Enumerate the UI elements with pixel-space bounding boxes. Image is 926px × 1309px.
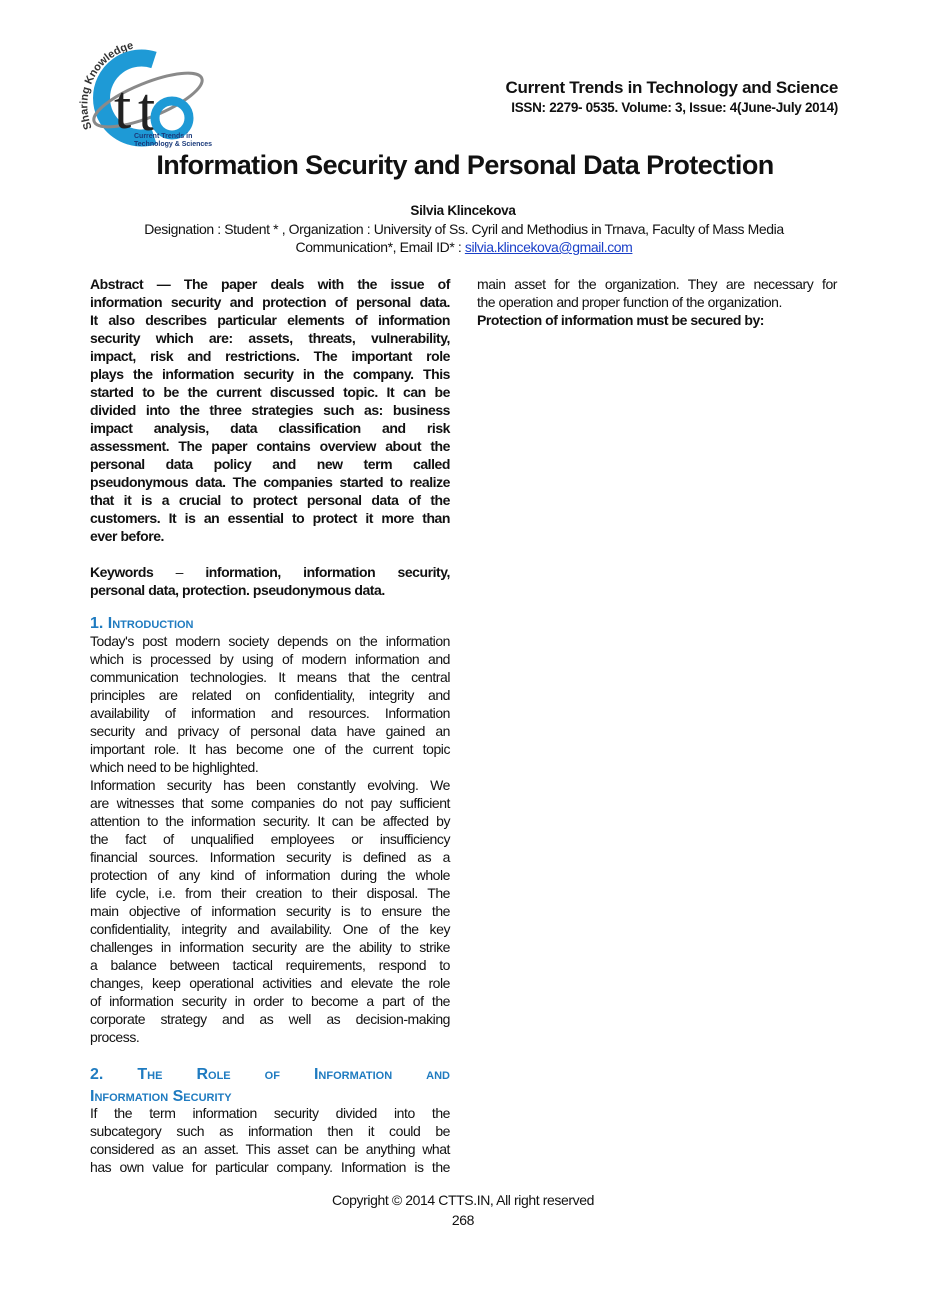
- text-line: communication technologies. It means that the central: [90, 669, 450, 685]
- text-line: assessment. The paper contains overview about the: [90, 438, 450, 454]
- text-line: customers. It is an essential to protect it more than: [90, 510, 450, 526]
- text-line: divided into the three strategies such as: business: [90, 402, 450, 418]
- text-line: process.: [90, 1029, 140, 1045]
- text-line: which need to be highlighted.: [90, 759, 259, 775]
- copyright: Copyright © 2014 CTTS.IN, All right reserved: [332, 1192, 594, 1208]
- text-line: Today's post modern society depends on the information: [90, 633, 450, 649]
- text-line: protection of any kind of information during the whole: [90, 867, 450, 883]
- section-2-heading-line: Information Security: [90, 1088, 232, 1105]
- keywords-dash: –: [153, 564, 206, 580]
- text-line: that it is a crucial to protect personal data of the: [90, 492, 450, 508]
- svg-text:Current Trends in: Current Trends in: [134, 133, 193, 140]
- text-line: subcategory such as information then it could be: [90, 1123, 450, 1139]
- text-line: ever before.: [90, 528, 164, 544]
- email-link[interactable]: silvia.klincekova@gmail.com: [464, 239, 633, 255]
- svg-text:Technology & Sciences: Technology & Sciences: [134, 141, 213, 148]
- text-line: impact analysis, data classification and risk: [90, 420, 450, 436]
- section-1-paragraph-1: [90, 632, 450, 776]
- text-line: plays the information security in the company. This: [90, 366, 450, 382]
- text-line: security and privacy of personal data have gained an: [90, 723, 450, 739]
- text-line: life cycle, i.e. from their creation to their disposal. The: [90, 885, 450, 901]
- author-name: Silvia Klincekova: [410, 203, 516, 218]
- text-line: information security and protection of personal data.: [90, 294, 450, 310]
- text-line: important role. It has become one of the current topic: [90, 741, 450, 757]
- issn-volume: ISSN: 2279- 0535. Volume: 3, Issue: 4(June-July 2014): [511, 100, 838, 115]
- text-line: pseudonymous data. The companies started to realize: [90, 474, 450, 490]
- text-line: the operation and proper function of the organization.: [477, 294, 782, 310]
- section-2-heading-line: 2. The Role of Information and: [90, 1066, 450, 1083]
- text-line: corporate strategy and as well as decision-making: [90, 1011, 450, 1027]
- text-line: changes, keep operational activities and elevate the role: [90, 975, 450, 991]
- text-line: are witnesses that some companies do not pay sufficient: [90, 795, 450, 811]
- text-line: financial sources. Information security is defined as a: [90, 849, 450, 865]
- keywords-line: [90, 563, 450, 581]
- svg-text:t: t: [138, 76, 156, 144]
- text-line: If the term information security divided into the: [90, 1105, 450, 1121]
- left-column: [90, 275, 450, 1176]
- page-number: 268: [451, 1212, 475, 1228]
- section-1-paragraph-2: [90, 776, 450, 1046]
- right-column: [477, 275, 837, 329]
- text-line: main objective of information security is to ensure the: [90, 903, 450, 919]
- keywords-label: Keywords: [90, 564, 154, 580]
- text-line: started to be the current discussed topic. It can be: [90, 384, 450, 400]
- text-line: considered as an asset. This asset can be anything what: [90, 1141, 450, 1157]
- keywords-line: personal data, protection. pseudonymous data.: [90, 582, 385, 598]
- text-line: which is processed by using of modern information and: [90, 651, 450, 667]
- text-line: It also describes particular elements of information: [90, 312, 450, 328]
- keywords-text: information, information security,: [205, 564, 450, 580]
- text-line: security which are: assets, threats, vulnerability,: [90, 330, 450, 346]
- right-paragraph-1: [477, 275, 837, 311]
- keywords: [90, 563, 450, 599]
- abstract: [90, 275, 450, 545]
- text-line: attention to the information security. It can be affected by: [90, 813, 450, 829]
- text-line: Abstract — The paper deals with the issue of: [90, 276, 450, 292]
- text-line: personal data policy and new term called: [90, 456, 450, 472]
- affiliation: [100, 220, 828, 256]
- svg-text:Sharing Knowledge: Sharing Knowledge: [78, 39, 135, 132]
- paper-title: Information Security and Personal Data Protection: [156, 150, 774, 180]
- text-line: has own value for particular company. Information is the: [90, 1159, 450, 1175]
- text-line: challenges in information security are the ability to strike: [90, 939, 450, 955]
- text-line: of information security in order to become a part of the: [90, 993, 450, 1009]
- section-2-paragraph-1: [90, 1104, 450, 1176]
- journal-name: Current Trends in Technology and Science: [505, 78, 838, 97]
- text-line: availability of information and resources. Information: [90, 705, 450, 721]
- section-1-heading: 1. Introduction: [90, 615, 194, 632]
- text-line: confidentiality, integrity and availability. One of the key: [90, 921, 450, 937]
- text-line: impact, risk and restrictions. The important role: [90, 348, 450, 364]
- journal-logo: [76, 38, 226, 150]
- text-line: the fact of unqualified employees or insufficiency: [90, 831, 450, 847]
- affiliation-text: Designation : Student * , Organization : University of Ss. Cyril and Methodius in Trnava, Faculty of Mass Media Communication*, Email ID* :: [144, 221, 784, 255]
- text-line: Information security has been constantly evolving. We: [90, 777, 450, 793]
- text-line: principles are related on confidentiality, integrity and: [90, 687, 450, 703]
- protection-statement: Protection of information must be secured by:: [477, 312, 765, 328]
- svg-text:t: t: [114, 74, 132, 142]
- text-line: a balance between tactical requirements, respond to: [90, 957, 450, 973]
- text-line: main asset for the organization. They are necessary for: [477, 276, 837, 292]
